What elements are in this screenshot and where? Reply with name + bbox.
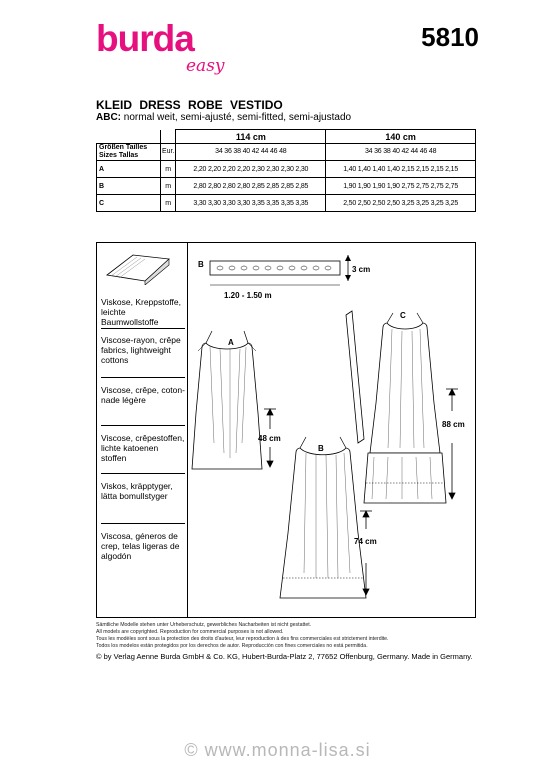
- row-unit: m: [161, 195, 176, 212]
- technical-drawings: [188, 243, 476, 617]
- sizes-label-2: Sizes Tallas: [99, 152, 139, 159]
- brand-sub: easy: [186, 56, 225, 76]
- tie-label: B: [198, 260, 204, 269]
- fabric-separator: [101, 473, 185, 474]
- fabric-fr: Viscose, crêpe, coton-nade légère: [101, 385, 185, 405]
- fabric-separator: [101, 377, 185, 378]
- fabric-es: Viscosa, géneros de crep, telas ligeras de algodón: [101, 531, 180, 561]
- row-values-140: 2,50 2,50 2,50 2,50 3,25 3,25 3,25 3,25: [326, 195, 476, 212]
- sizes-row: [97, 144, 476, 161]
- garment-title: KLEID DRESS ROBE VESTIDO: [96, 98, 283, 112]
- copyright-notes: [96, 622, 389, 650]
- tie-width: 3 cm: [352, 265, 371, 274]
- burda-easy-logo: [96, 18, 224, 80]
- row-values-114: 2,80 2,80 2,80 2,80 2,85 2,85 2,85 2,85: [176, 178, 326, 195]
- sizes-140: 34 36 38 40 42 44 46 48: [326, 144, 476, 161]
- legal-line-fr: Tous les modèles sont sous la protection des droits d'auteur, leur reproduction à des fins commerciales est strictement interdite.: [96, 636, 389, 642]
- row-unit: m: [161, 161, 176, 178]
- fabric-de: Viskose, Kreppstoffe, leichte Baumwollstoffe: [101, 297, 182, 327]
- tie-length: 1.20 - 1.50 m: [224, 291, 272, 300]
- dress-c-drawing: [346, 243, 476, 503]
- sizes-label-1: Größen Tailles: [99, 144, 148, 151]
- yardage-table: [96, 129, 476, 212]
- fit-description: [96, 112, 351, 123]
- width-header-row: [97, 130, 476, 144]
- fabric-swatch-icon: [103, 249, 173, 285]
- length-c: 88 cm: [442, 420, 465, 429]
- publisher-line: © by Verlag Aenne Burda GmbH & Co. KG, Hubert-Burda-Platz 2, 77652 Offenburg, Germany. Made in Germany.: [96, 652, 473, 661]
- length-a: 48 cm: [258, 434, 281, 443]
- width-114-header: 114 cm: [176, 130, 326, 144]
- row-label: A: [97, 161, 161, 178]
- length-b: 74 cm: [354, 537, 377, 546]
- sizes-114: 34 36 38 40 42 44 46 48: [176, 144, 326, 161]
- eur-label: Eur.: [161, 144, 176, 161]
- pattern-number: 5810: [421, 22, 479, 52]
- brand-name: burda: [96, 18, 194, 59]
- fabric-en: Viscose-rayon, crêpe fabrics, lightweight cottons: [101, 335, 181, 365]
- table-row-c: [97, 195, 476, 212]
- row-label: C: [97, 195, 161, 212]
- fabric-nl: Viscose, crêpestoffen, lichte katoenen stoffen: [101, 433, 185, 463]
- row-unit: m: [161, 178, 176, 195]
- length-c-arrow: [446, 389, 458, 499]
- fit-label: ABC:: [96, 112, 121, 123]
- fabric-separator: [101, 328, 185, 329]
- row-values-114: 2,20 2,20 2,20 2,20 2,30 2,30 2,30 2,30: [176, 161, 326, 178]
- legal-line-de: Sämtliche Modelle stehen unter Urheberschutz, gewerbliches Nacharbeiten ist nicht gestattet.: [96, 622, 312, 628]
- legal-line-en: All models are copyrighted. Reproduction for commercial purposes is not allowed.: [96, 629, 284, 635]
- view-a-label: A: [228, 338, 234, 347]
- watermark: © www.monna-lisa.si: [184, 740, 371, 760]
- table-row-b: [97, 178, 476, 195]
- dress-b-drawing: [280, 437, 366, 598]
- row-values-140: 1,90 1,90 1,90 1,90 2,75 2,75 2,75 2,75: [326, 178, 476, 195]
- width-140-header: 140 cm: [326, 130, 476, 144]
- illustration-panel: [96, 242, 476, 618]
- fabric-separator: [101, 425, 185, 426]
- table-row-a: [97, 161, 476, 178]
- row-label: B: [97, 178, 161, 195]
- tie-strip: [210, 255, 351, 285]
- dress-a-drawing: [192, 331, 262, 469]
- row-values-140: 1,40 1,40 1,40 1,40 2,15 2,15 2,15 2,15: [326, 161, 476, 178]
- fabric-sv: Viskos, kräpptyger, lätta bomullstyger: [101, 481, 173, 501]
- row-values-114: 3,30 3,30 3,30 3,30 3,35 3,35 3,35 3,35: [176, 195, 326, 212]
- view-b-label: B: [318, 444, 324, 453]
- view-c-label: C: [400, 311, 406, 320]
- fit-text: normal weit, semi-ajusté, semi-fitted, semi-ajustado: [121, 112, 352, 123]
- fabric-separator: [101, 523, 185, 524]
- legal-line-es: Todos los modelos están protegidos por los derechos de autor. Reproducción con fines comerciales no está permitida.: [96, 643, 368, 649]
